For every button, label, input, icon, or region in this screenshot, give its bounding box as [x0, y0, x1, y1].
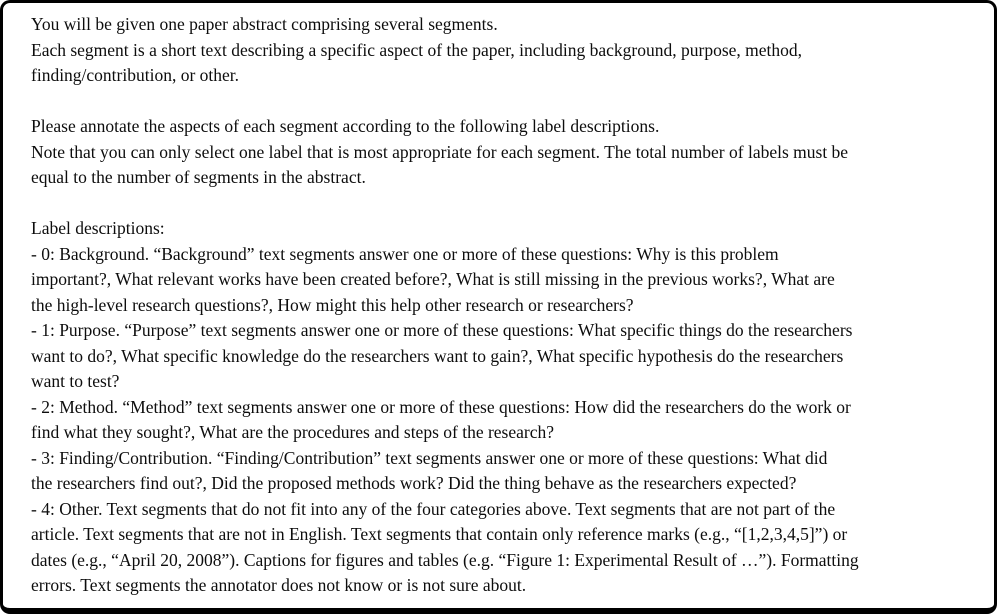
text-line: the high-level research questions?, How might this help other research or researchers? — [31, 294, 634, 315]
text-line: dates (e.g., “April 20, 2008”). Captions for figures and tables (e.g. “Figure 1: Experimental Result of …”). Formatting — [31, 549, 859, 570]
text-line: Each segment is a short text describing a specific aspect of the paper, including background, purpose, method, — [31, 39, 803, 60]
text-line: want to do?, What specific knowledge do the researchers want to gain?, What specific hypothesis do the researchers — [31, 345, 844, 366]
text-line: - 3: Finding/Contribution. “Finding/Contribution” text segments answer one or more of these questions: What did — [31, 447, 828, 468]
text-line: want to test? — [31, 371, 120, 391]
label-description-background — [31, 242, 984, 319]
text-line: the researchers find out?, Did the proposed methods work? Did the thing behave as the researchers expected? — [31, 473, 797, 493]
text-line: important?, What relevant works have been created before?, What is still missing in the previous works?, What are — [31, 269, 835, 289]
label-descriptions-heading: Label descriptions: — [31, 218, 165, 238]
label-description-other — [31, 497, 984, 599]
text-line: find what they sought?, What are the procedures and steps of the research? — [31, 422, 555, 442]
text-line: Please annotate the aspects of each segment according to the following label descriptions. — [31, 116, 660, 136]
label-descriptions-section — [31, 216, 984, 599]
annotation-instructions-paragraph — [31, 114, 984, 191]
label-description-method — [31, 395, 984, 446]
text-line: You will be given one paper abstract comprising several segments. — [31, 14, 498, 34]
text-line: errors. Text segments the annotator does not know or is not sure about. — [31, 575, 527, 595]
intro-paragraph — [31, 12, 984, 89]
text-line: - 1: Purpose. “Purpose” text segments answer one or more of these questions: What specific things do the researchers — [31, 320, 853, 340]
text-line: equal to the number of segments in the abstract. — [31, 167, 366, 187]
text-line: article. Text segments that are not in English. Text segments that contain only reference marks (e.g., “[1,2,3,4,5]”) or — [31, 524, 848, 544]
text-line: finding/contribution, or other. — [31, 65, 240, 85]
text-line: - 2: Method. “Method” text segments answer one or more of these questions: How did the researchers do the work or — [31, 396, 851, 417]
text-line: - 4: Other. Text segments that do not fit into any of the four categories above. Text segments that are not part of the — [31, 498, 836, 519]
instruction-text — [3, 3, 994, 599]
text-line: Note that you can only select one label that is most appropriate for each segment. The total number of labels must be — [31, 141, 849, 162]
label-description-purpose — [31, 318, 984, 395]
label-description-finding-contribution — [31, 446, 984, 497]
text-line: - 0: Background. “Background” text segments answer one or more of these questions: Why is this problem — [31, 243, 779, 264]
